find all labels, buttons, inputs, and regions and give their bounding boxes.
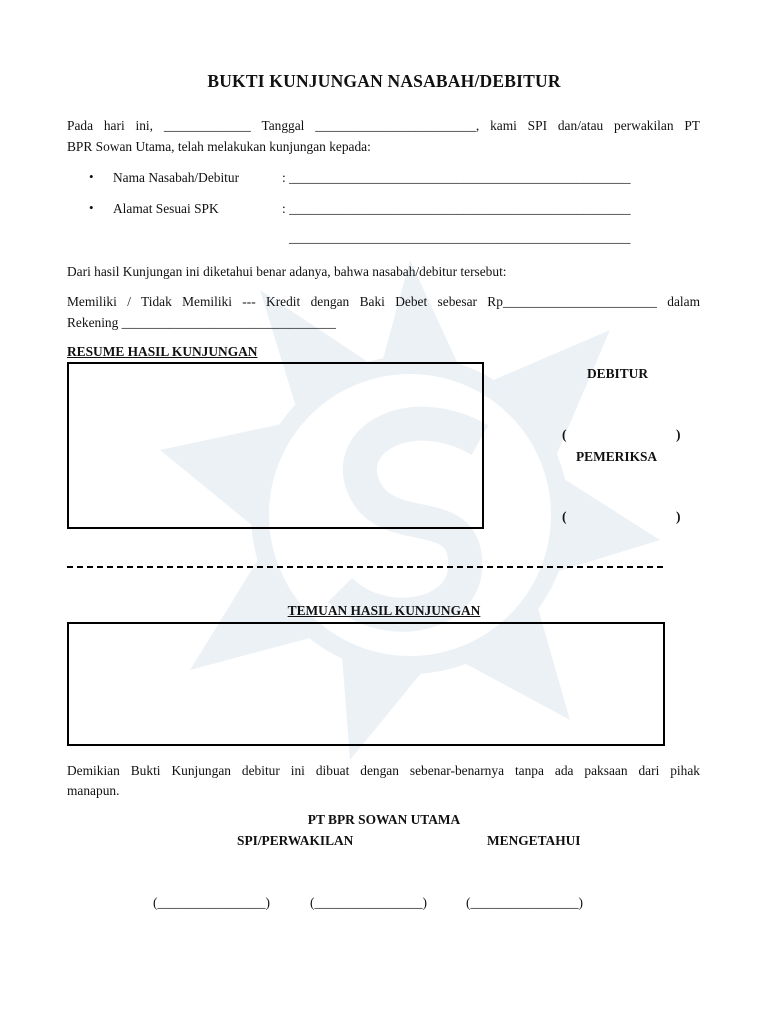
resume-heading: RESUME HASIL KUNJUNGAN: [67, 344, 258, 359]
signature-2[interactable]: (________________): [310, 895, 427, 910]
debitur-open-paren: (: [562, 427, 567, 442]
credit-line-1: Memiliki / Tidak Memiliki --- Kredit dengan Baki Debet sebesar Rp_______________________ dalam: [67, 294, 700, 309]
field-value-alamat-line-2[interactable]: ___________________________________________________: [289, 230, 631, 245]
closing-line-1: Demikian Bukti Kunjungan debitur ini dibuat dengan sebenar-benarnya tanpa ada paksaan dari pihak: [67, 763, 700, 778]
pemeriksa-open-paren: (: [562, 509, 567, 524]
company-name: PT BPR SOWAN UTAMA: [307, 812, 461, 827]
debitur-close-paren: ): [676, 427, 681, 442]
document-title: BUKTI KUNJUNGAN NASABAH/DEBITUR: [207, 71, 561, 91]
field-value-alamat[interactable]: : ___________________________________________________: [282, 201, 631, 216]
signature-1[interactable]: (________________): [153, 895, 270, 910]
resume-box[interactable]: [67, 362, 484, 529]
signature-3[interactable]: (________________): [466, 895, 583, 910]
closing-line-2: manapun.: [67, 783, 120, 798]
cut-line-divider: [67, 566, 663, 568]
finding-sentence: Dari hasil Kunjungan ini diketahui benar adanya, bahwa nasabah/debitur tersebut:: [67, 264, 507, 279]
debitur-label: DEBITUR: [587, 366, 649, 381]
mengetahui-label: MENGETAHUI: [487, 833, 581, 848]
pemeriksa-close-paren: ): [676, 509, 681, 524]
bullet-icon: •: [89, 200, 94, 215]
credit-line-2: Rekening ________________________________: [67, 315, 336, 330]
field-value-nama[interactable]: : ___________________________________________________: [282, 170, 631, 185]
temuan-box[interactable]: [67, 622, 665, 746]
pemeriksa-label: PEMERIKSA: [576, 449, 658, 464]
field-label-nama: Nama Nasabah/Debitur: [113, 170, 240, 185]
spi-label: SPI/PERWAKILAN: [237, 833, 354, 848]
intro-line-2: BPR Sowan Utama, telah melakukan kunjungan kepada:: [67, 139, 371, 154]
intro-line-1: Pada hari ini, _____________ Tanggal ________________________, kami SPI dan/atau perwakilan PT: [67, 118, 700, 133]
temuan-heading: TEMUAN HASIL KUNJUNGAN: [287, 603, 481, 618]
bullet-icon: •: [89, 169, 94, 184]
field-label-alamat: Alamat Sesuai SPK: [113, 201, 219, 216]
